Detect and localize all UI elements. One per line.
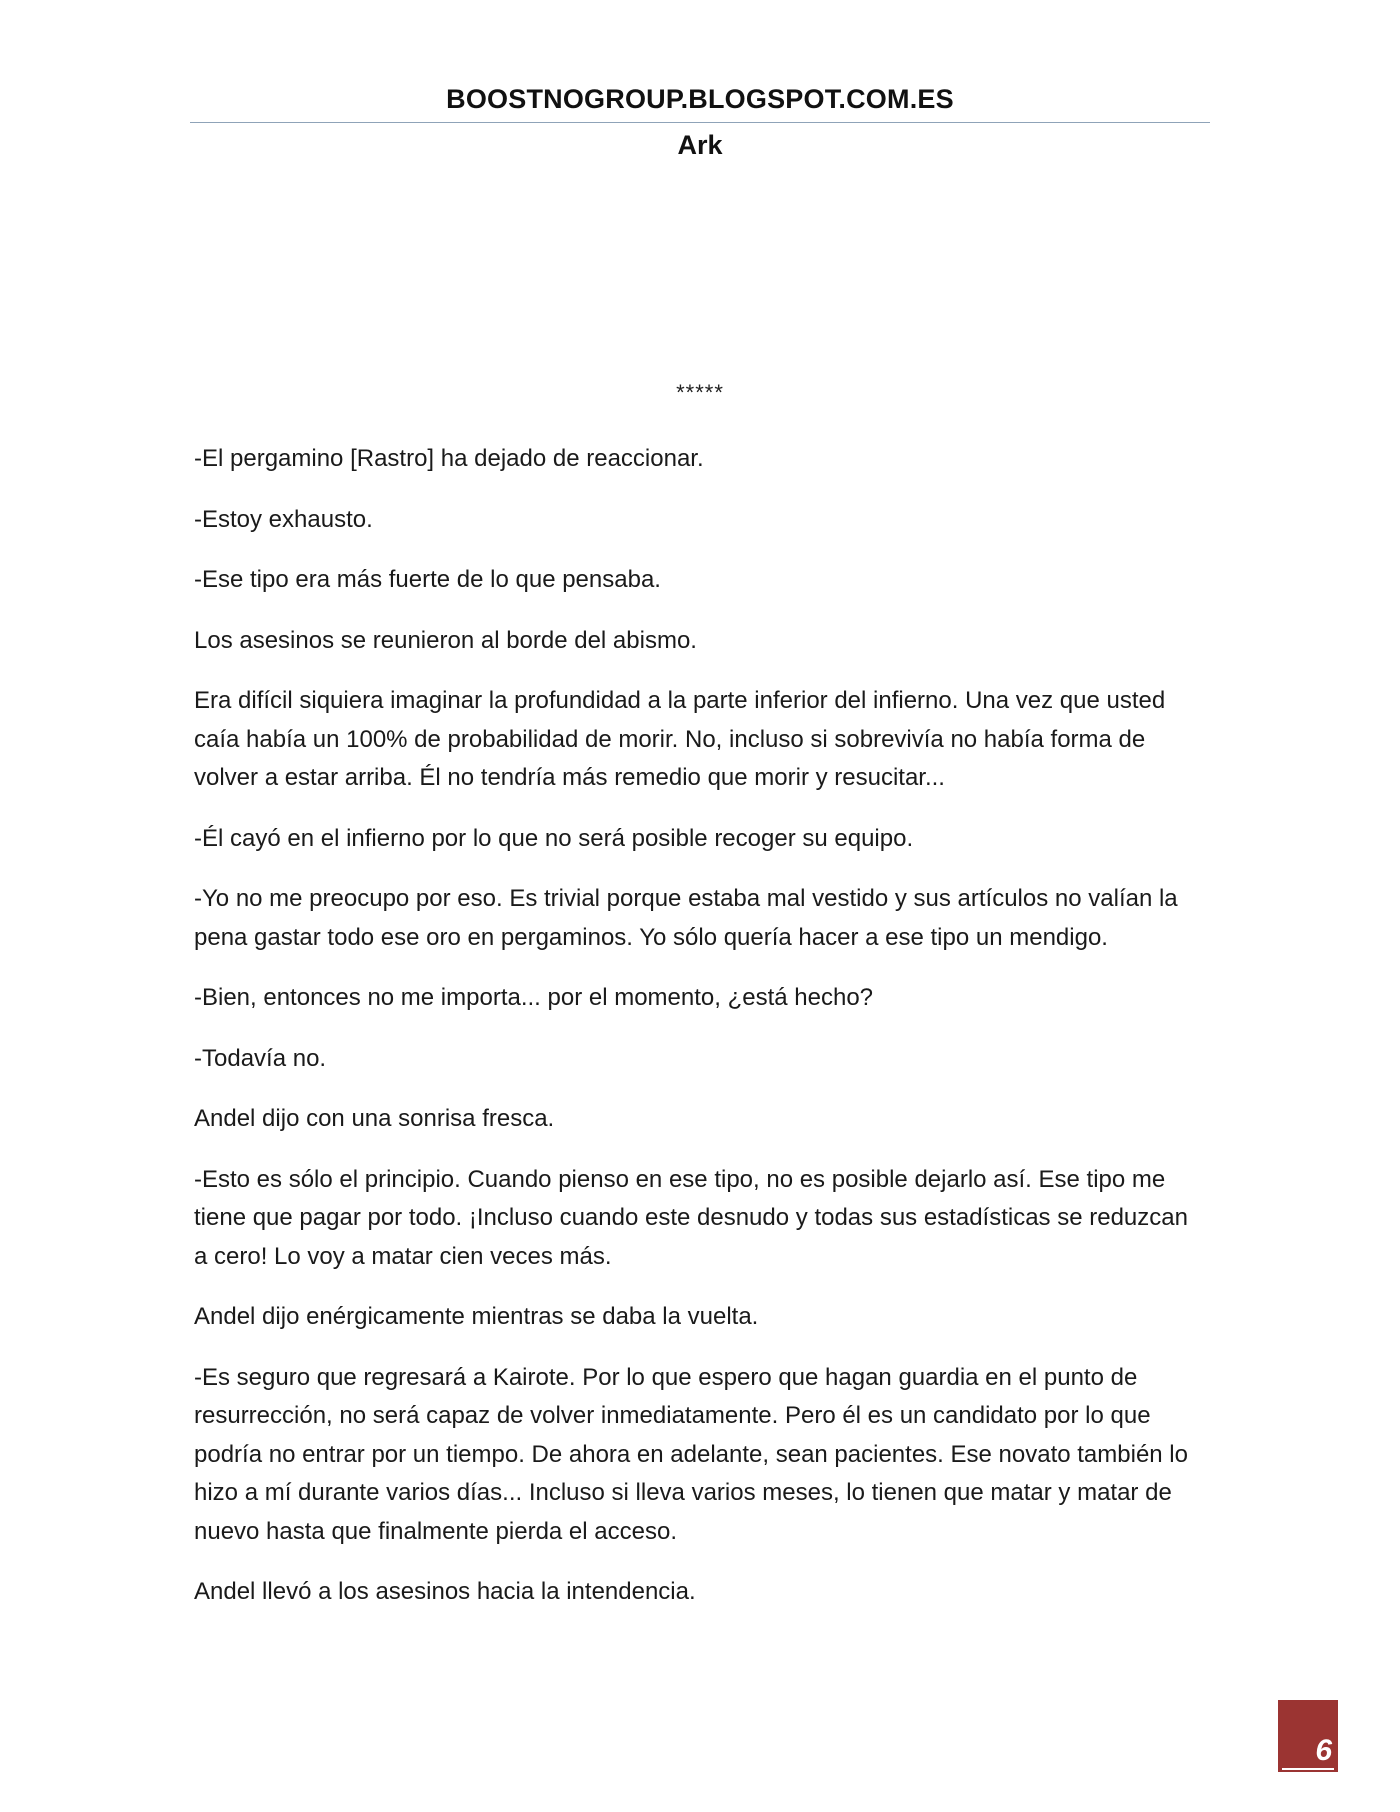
- paragraph: Era difícil siquiera imaginar la profundidad a la parte inferior del infierno. Una vez que usted caía había un 100% de probabilidad de morir. No, incluso si sobrevivía no había forma de volver a estar arriba. Él no tendría más remedio que morir y resucitar...: [194, 687, 1166, 791]
- paragraph: Andel llevó a los asesinos hacia la intendencia.: [194, 1578, 696, 1605]
- body-text: [194, 440, 1204, 1634]
- scene-separator: *****: [676, 380, 724, 405]
- page-number-badge: [1278, 1700, 1338, 1775]
- page-number: 6: [1315, 1734, 1332, 1767]
- paragraph: -Es seguro que regresará a Kairote. Por lo que espero que hagan guardia en el punto de resurrección, no será capaz de volver inmediatamente. Pero él es un candidato por lo que podría no entrar por un tiempo. De ahora en adelante, sean pacientes. Ese novato también lo hizo a mí durante varios días... Incluso si lleva varios meses, lo tienen que matar y matar de nuevo hasta que finalmente pierda el acceso.: [194, 1363, 1188, 1545]
- paragraph: Andel dijo enérgicamente mientras se daba la vuelta.: [194, 1303, 759, 1330]
- paragraph: -Todavía no.: [194, 1044, 327, 1072]
- paragraph: -Ese tipo era más fuerte de lo que pensaba.: [194, 566, 661, 593]
- header-rule: [190, 122, 1210, 123]
- paragraph: -Estoy exhausto.: [194, 505, 373, 533]
- paragraph: Andel dijo con una sonrisa fresca.: [194, 1105, 555, 1132]
- paragraph: Los asesinos se reunieron al borde del abismo.: [194, 626, 697, 654]
- paragraph: -Bien, entonces no me importa... por el momento, ¿está hecho?: [194, 984, 874, 1011]
- paragraph: -Esto es sólo el principio. Cuando pienso en ese tipo, no es posible dejarlo así. Ese tipo me tiene que pagar por todo. ¡Incluso cuando este desnudo y todas sus estadísticas se reduzcan a cero! Lo voy a matar cien veces más.: [194, 1165, 1188, 1270]
- paragraph: -El pergamino [Rastro] ha dejado de reaccionar.: [194, 445, 704, 472]
- header-title: Ark: [677, 130, 723, 160]
- paragraph: -Él cayó en el infierno por lo que no será posible recoger su equipo.: [194, 824, 914, 852]
- page-number-underline: [1282, 1768, 1334, 1770]
- paragraph: -Yo no me preocupo por eso. Es trivial porque estaba mal vestido y sus artículos no valían la pena gastar todo ese oro en pergaminos. Yo sólo quería hacer a ese tipo un mendigo.: [194, 885, 1178, 951]
- header-site: BOOSTNOGROUP.BLOGSPOT.COM.ES: [446, 84, 954, 114]
